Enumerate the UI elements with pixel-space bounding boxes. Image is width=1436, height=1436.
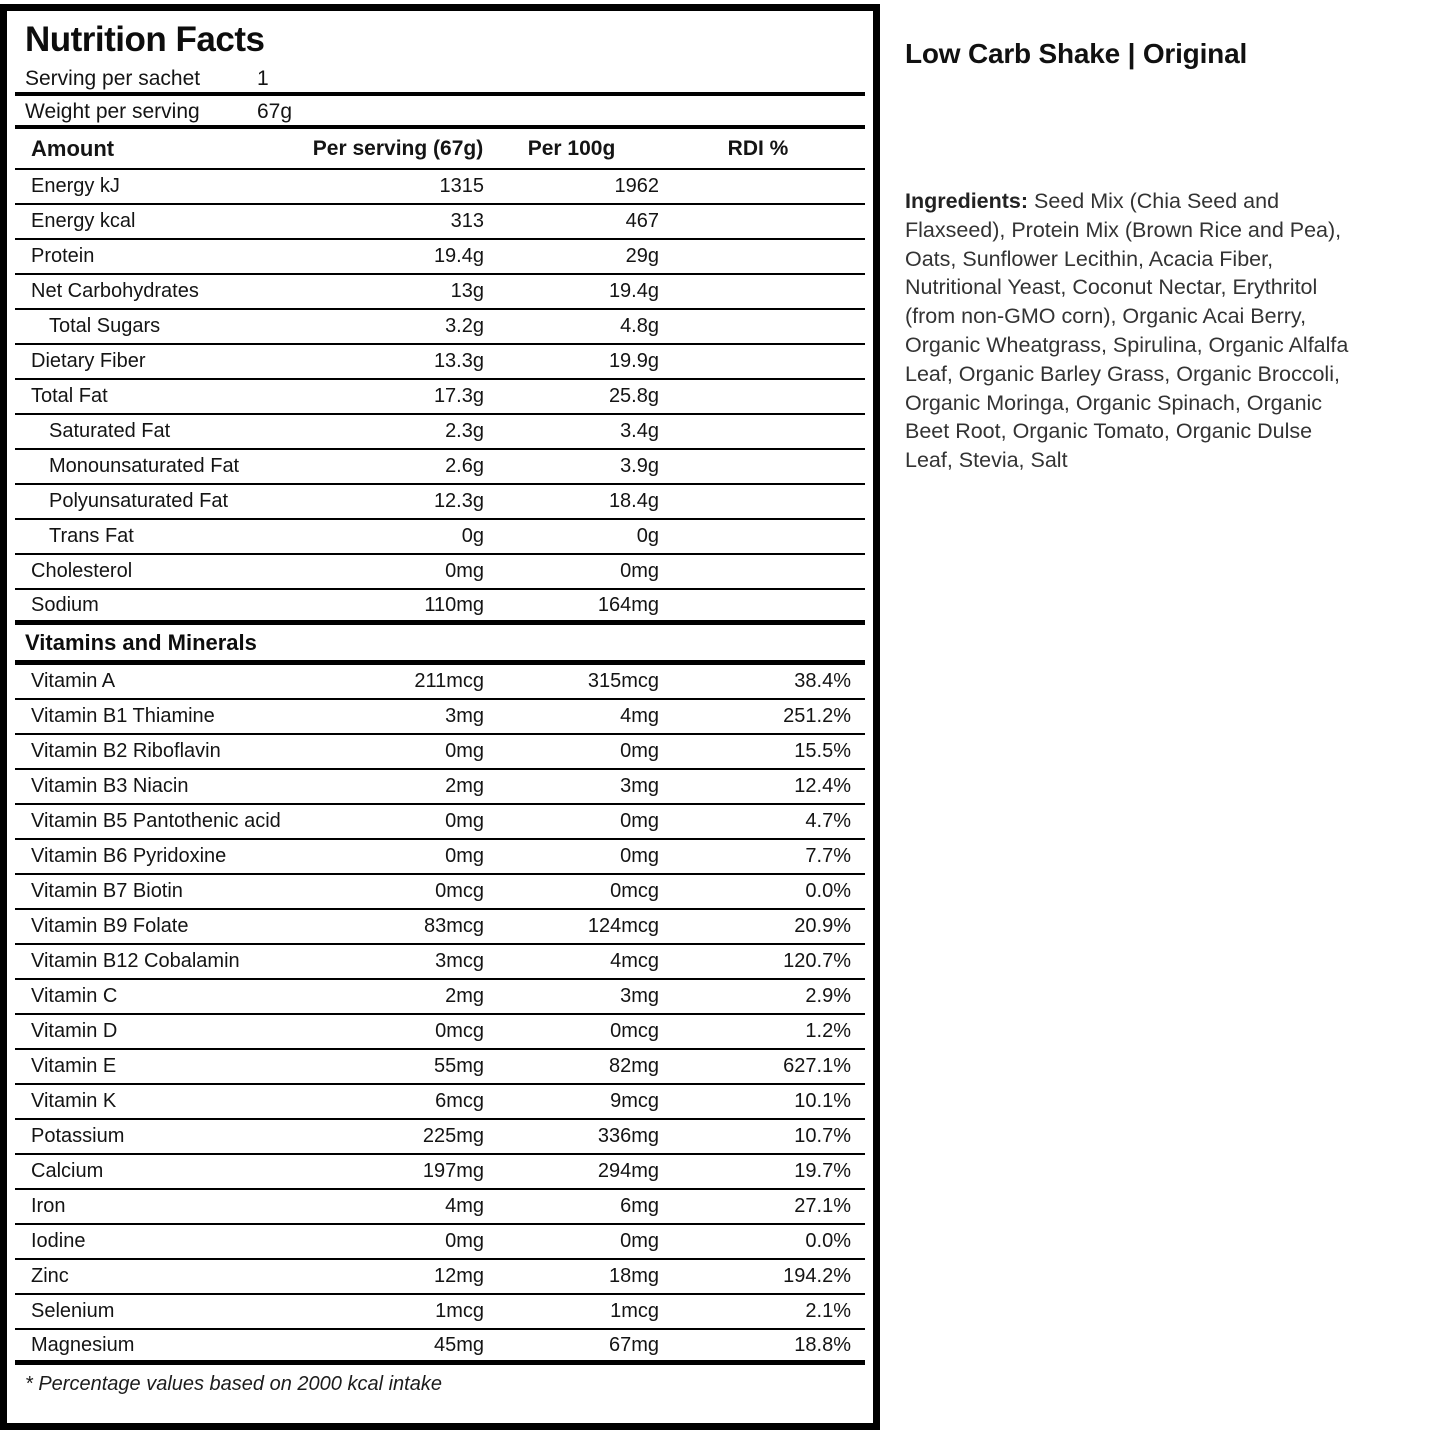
per-serving-value: 0mg	[445, 845, 484, 867]
nutrient-name: Zinc	[31, 1265, 69, 1287]
per-serving-value: 2.6g	[445, 455, 484, 477]
table-row	[15, 875, 865, 910]
ingredients-label: Ingredients:	[905, 189, 1029, 213]
nutrient-name: Vitamin B6 Pyridoxine	[31, 845, 227, 867]
rdi-value: 19.7%	[794, 1160, 851, 1182]
per-serving-value: 2.3g	[445, 420, 484, 442]
table-row	[15, 700, 865, 735]
nutrient-name: Vitamin K	[31, 1090, 117, 1112]
per-100g-value: 4mg	[620, 705, 659, 727]
table-row	[15, 1015, 865, 1050]
nutrient-name: Calcium	[31, 1160, 104, 1182]
nutrient-name: Total Sugars	[49, 315, 161, 337]
nutrient-name: Energy kcal	[31, 210, 136, 232]
rdi-value: 4.7%	[805, 810, 851, 832]
rdi-value: 7.7%	[805, 845, 851, 867]
nutrient-name: Vitamin B9 Folate	[31, 915, 189, 937]
per-100g-value: 18.4g	[608, 490, 659, 512]
nutrient-name: Vitamin B12 Cobalamin	[31, 950, 240, 972]
table-row	[15, 1050, 865, 1085]
per-100g-value: 0mg	[620, 1230, 659, 1252]
rdi-value: 18.8%	[794, 1333, 851, 1356]
rdi-value: 10.7%	[794, 1125, 851, 1147]
rdi-value: 0.0%	[805, 880, 851, 902]
per-serving-value: 12.3g	[433, 490, 484, 512]
rdi-value: 12.4%	[794, 775, 851, 797]
nutrient-name: Vitamin B7 Biotin	[31, 880, 183, 902]
per-100g-value: 25.8g	[608, 385, 659, 407]
per-100g-value: 18mg	[608, 1265, 659, 1287]
column-header-per-100g: Per 100g	[527, 136, 616, 160]
per-100g-value: 82mg	[608, 1055, 659, 1077]
per-100g-value: 0mcg	[610, 880, 659, 902]
table-header-row	[15, 129, 865, 170]
table-row	[15, 1120, 865, 1155]
table-row	[15, 240, 865, 275]
table-row	[15, 520, 865, 555]
per-100g-value: 0mg	[620, 845, 659, 867]
per-100g-value: 9mcg	[610, 1090, 659, 1112]
table-row	[15, 450, 865, 485]
table-row	[15, 590, 865, 625]
per-serving-value: 0g	[461, 525, 484, 547]
per-serving-value: 3mg	[445, 705, 484, 727]
per-100g-value: 315mcg	[587, 670, 659, 692]
per-100g-value: 1962	[614, 175, 659, 197]
per-100g-value: 336mg	[597, 1125, 659, 1147]
per-100g-value: 3mg	[620, 775, 659, 797]
per-serving-value: 1315	[439, 175, 484, 197]
table-row	[15, 805, 865, 840]
nutrient-name: Sodium	[31, 593, 99, 616]
table-row	[15, 1260, 865, 1295]
product-info-panel	[905, 38, 1355, 475]
per-100g-value: 4.8g	[620, 315, 659, 337]
serving-per-sachet-label: Serving per sachet	[25, 66, 201, 90]
per-serving-value: 110mg	[424, 593, 484, 616]
per-100g-value: 3.9g	[620, 455, 659, 477]
per-serving-value: 0mcg	[435, 1020, 484, 1042]
nutrient-name: Iron	[31, 1195, 66, 1217]
table-row	[15, 380, 865, 415]
per-100g-value: 6mg	[620, 1195, 659, 1217]
per-serving-value: 0mg	[445, 560, 484, 582]
per-serving-value: 0mcg	[435, 880, 484, 902]
per-100g-value: 0mg	[620, 560, 659, 582]
nutrient-name: Magnesium	[31, 1333, 135, 1356]
per-100g-value: 124mcg	[587, 915, 659, 937]
per-serving-value: 313	[450, 210, 484, 232]
per-serving-value: 4mg	[445, 1195, 484, 1217]
product-title: Low Carb Shake | Original	[905, 38, 1248, 69]
nutrient-name: Saturated Fat	[49, 420, 171, 442]
table-row	[15, 980, 865, 1015]
nutrient-name: Iodine	[31, 1230, 86, 1252]
ingredients-paragraph	[905, 187, 1355, 475]
table-row	[15, 1330, 865, 1365]
per-serving-value: 45mg	[433, 1333, 484, 1356]
rdi-value: 27.1%	[794, 1195, 851, 1217]
per-serving-value: 17.3g	[433, 385, 484, 407]
table-row	[15, 1085, 865, 1120]
rdi-value: 38.4%	[794, 670, 851, 692]
table-row	[15, 345, 865, 380]
table-row	[15, 910, 865, 945]
per-serving-value: 19.4g	[433, 245, 484, 267]
nutrient-rows	[15, 170, 865, 625]
per-serving-value: 197mg	[422, 1160, 484, 1182]
table-row	[15, 1295, 865, 1330]
per-100g-value: 0mg	[620, 740, 659, 762]
per-serving-value: 1mcg	[435, 1300, 484, 1322]
table-row	[15, 415, 865, 450]
table-row	[15, 205, 865, 240]
serving-per-sachet-row	[15, 65, 865, 96]
nutrient-name: Cholesterol	[31, 560, 133, 582]
per-serving-value: 225mg	[422, 1125, 484, 1147]
nutrient-name: Vitamin E	[31, 1055, 117, 1077]
table-row	[15, 555, 865, 590]
per-100g-value: 164mg	[597, 593, 659, 616]
rdi-value: 194.2%	[783, 1265, 851, 1287]
per-100g-value: 29g	[625, 245, 659, 267]
per-100g-value: 1mcg	[610, 1300, 659, 1322]
per-100g-value: 294mg	[597, 1160, 659, 1182]
per-100g-value: 3.4g	[620, 420, 659, 442]
table-row	[15, 485, 865, 520]
per-100g-value: 3mg	[620, 985, 659, 1007]
per-100g-value: 4mcg	[610, 950, 659, 972]
per-serving-value: 83mcg	[423, 915, 484, 937]
nutrient-name: Vitamin B3 Niacin	[31, 775, 189, 797]
column-header-amount: Amount	[31, 135, 115, 161]
nutrient-name: Dietary Fiber	[31, 350, 146, 372]
table-row	[15, 945, 865, 980]
per-serving-value: 0mg	[445, 740, 484, 762]
per-serving-value: 6mcg	[435, 1090, 484, 1112]
per-serving-value: 55mg	[433, 1055, 484, 1077]
per-100g-value: 0g	[636, 525, 659, 547]
nutrient-name: Polyunsaturated Fat	[49, 490, 228, 512]
per-100g-value: 0mcg	[610, 1020, 659, 1042]
rdi-value: 1.2%	[805, 1020, 851, 1042]
column-header-per-serving: Per serving (67g)	[312, 136, 484, 160]
table-row	[15, 770, 865, 805]
column-header-rdi: RDI %	[727, 136, 789, 160]
ingredients-text: Seed Mix (Chia Seed and Flaxseed), Protein Mix (Brown Rice and Pea), Oats, Sunflower Lecithin, Acacia Fiber, Nutritional Yeast, Coconut Nectar, Erythritol (from non-GMO corn), Organic Acai Berry, Organic Wheatgrass, Spirulina, Organic Alfalfa Leaf, Organic Barley Grass, Organic Broccoli, Organic Moringa, Organic Spinach, Organic Beet Root, Organic Tomato, Organic Dulse Leaf, Stevia, Salt	[905, 189, 1349, 473]
footnote: * Percentage values based on 2000 kcal intake	[25, 1373, 442, 1395]
weight-per-serving-label: Weight per serving	[25, 99, 200, 123]
table-row	[15, 170, 865, 205]
nutrient-name: Energy kJ	[31, 175, 120, 197]
nutrient-name: Protein	[31, 245, 95, 267]
table-row	[15, 310, 865, 345]
weight-per-serving-value: 67g	[257, 99, 293, 123]
per-serving-value: 3.2g	[445, 315, 484, 337]
nutrient-name: Potassium	[31, 1125, 125, 1147]
serving-per-sachet-value: 1	[257, 66, 269, 90]
nutrient-name: Monounsaturated Fat	[49, 455, 240, 477]
per-serving-value: 13.3g	[433, 350, 484, 372]
nutrient-name: Vitamin B1 Thiamine	[31, 705, 215, 727]
rdi-value: 15.5%	[794, 740, 851, 762]
table-row	[15, 1225, 865, 1260]
nutrient-name: Vitamin B5 Pantothenic acid	[31, 810, 281, 832]
per-100g-value: 19.4g	[608, 280, 659, 302]
table-row	[15, 735, 865, 770]
per-serving-value: 2mg	[445, 985, 484, 1007]
per-100g-value: 0mg	[620, 810, 659, 832]
nutrient-name: Vitamin A	[31, 670, 116, 692]
per-serving-value: 12mg	[433, 1265, 484, 1287]
nutrient-name: Vitamin B2 Riboflavin	[31, 740, 221, 762]
vitamins-section-header: Vitamins and Minerals	[15, 625, 865, 665]
rdi-value: 120.7%	[783, 950, 851, 972]
table-row	[15, 665, 865, 700]
vitamin-rows	[15, 665, 865, 1365]
nutrient-name: Vitamin C	[31, 985, 118, 1007]
per-serving-value: 0mg	[445, 1230, 484, 1252]
rdi-value: 20.9%	[794, 915, 851, 937]
nutrition-facts-panel	[0, 4, 880, 1430]
per-serving-value: 13g	[450, 280, 484, 302]
rdi-value: 10.1%	[794, 1090, 851, 1112]
nutrition-facts-title: Nutrition Facts	[25, 20, 265, 59]
table-row	[15, 1190, 865, 1225]
per-100g-value: 19.9g	[608, 350, 659, 372]
table-row	[15, 1155, 865, 1190]
nutrient-name: Vitamin D	[31, 1020, 118, 1042]
nutrient-name: Trans Fat	[49, 525, 134, 547]
nutrient-name: Net Carbohydrates	[31, 280, 199, 302]
rdi-value: 0.0%	[805, 1230, 851, 1252]
rdi-value: 251.2%	[783, 705, 851, 727]
nutrient-name: Total Fat	[31, 385, 108, 407]
per-serving-value: 211mcg	[414, 670, 484, 692]
rdi-value: 2.9%	[805, 985, 851, 1007]
rdi-value: 2.1%	[805, 1300, 851, 1322]
per-serving-value: 0mg	[445, 810, 484, 832]
rdi-value: 627.1%	[783, 1055, 851, 1077]
per-serving-value: 3mcg	[435, 950, 484, 972]
nutrient-name: Selenium	[31, 1300, 115, 1322]
per-100g-value: 467	[625, 210, 659, 232]
table-row	[15, 275, 865, 310]
table-row	[15, 840, 865, 875]
weight-per-serving-row	[15, 98, 865, 129]
per-100g-value: 67mg	[608, 1333, 659, 1356]
per-serving-value: 2mg	[445, 775, 484, 797]
